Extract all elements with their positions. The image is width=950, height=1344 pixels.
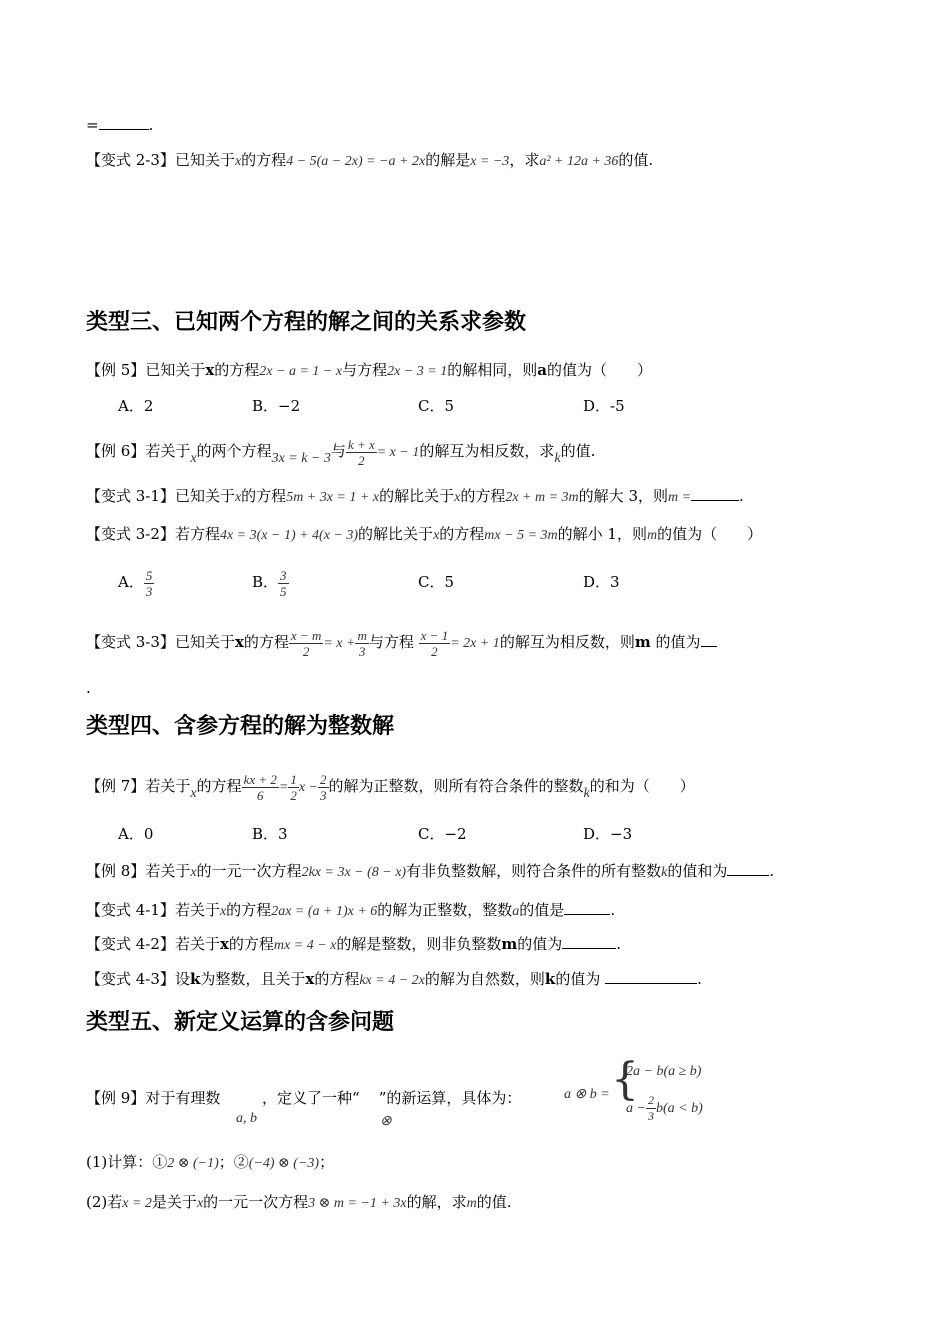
text: 若方程: [174, 525, 220, 543]
option-c[interactable]: C．−2: [418, 825, 467, 843]
text: 已知关于: [174, 487, 235, 505]
otimes-symbol: ⊗: [380, 1114, 392, 1129]
fraction: [144, 568, 155, 599]
option-label: A．: [118, 573, 144, 591]
text: 是关于: [151, 1193, 197, 1211]
example-7: [86, 766, 695, 814]
variant-4-3: [86, 969, 702, 991]
text: 的方程: [439, 525, 485, 543]
label: 【变式 3-1】: [86, 487, 175, 505]
text: 的值.: [618, 151, 654, 169]
text: 的解比关于: [358, 525, 434, 543]
text: 的值和为: [667, 862, 728, 880]
period: .: [616, 935, 622, 953]
var-x: x: [454, 490, 461, 505]
denominator: 6: [256, 787, 264, 803]
rhs: = 2x + 1: [450, 636, 500, 651]
equation-1: 2x − a = 1 − x: [259, 364, 343, 379]
case-1: 2a − b(a ≥ b): [626, 1064, 702, 1079]
text: 的解大 3，则: [578, 487, 668, 505]
text: 的方程: [228, 935, 274, 953]
numerator: m: [357, 627, 367, 643]
numerator: kx + 2: [243, 771, 277, 787]
option-label: B．: [252, 573, 279, 591]
question-2: [86, 1192, 512, 1214]
equation-2-rhs: = x − 1: [376, 445, 420, 460]
denominator: 2: [431, 643, 438, 659]
var-x: x: [234, 633, 244, 651]
label: 【例 9】: [86, 1089, 146, 1107]
label: 【变式 4-3】: [86, 970, 175, 988]
var-x: x: [196, 1196, 204, 1211]
denominator: 3: [145, 583, 153, 599]
option-a[interactable]: [118, 562, 154, 602]
variant-3-2: [86, 524, 762, 546]
prev-answer-line: [86, 115, 153, 135]
text: 的方程: [226, 901, 272, 919]
period: .: [610, 901, 616, 919]
var-k: k: [554, 451, 561, 466]
option-c[interactable]: C．5: [418, 397, 455, 415]
text: 的值.: [560, 442, 596, 460]
text: 的值为: [555, 970, 601, 988]
option-b[interactable]: [252, 562, 289, 602]
numerator: x − m: [290, 627, 322, 643]
text: 对于有理数: [145, 1089, 221, 1107]
text: 的值为: [655, 633, 701, 651]
answer-blank[interactable]: [564, 900, 610, 915]
text: 若关于: [145, 442, 191, 460]
label: 【变式 3-3】: [86, 633, 175, 651]
text: 若关于: [174, 935, 220, 953]
equation-1: 4x = 3(x − 1) + 4(x − 3): [219, 528, 359, 543]
answer-blank[interactable]: [691, 486, 739, 501]
text: 的值为: [517, 935, 563, 953]
text: 的一元一次方程: [196, 862, 302, 880]
operator: = x +: [323, 636, 356, 651]
var-x: x: [219, 935, 229, 953]
var-k: k: [189, 970, 201, 988]
fraction: [278, 568, 289, 599]
expression-1: x = 2: [122, 1196, 152, 1211]
denominator: 3: [358, 643, 366, 659]
text: (2)若: [86, 1193, 123, 1211]
fraction: [289, 628, 323, 659]
equation: 4 − 5(a − 2x) = −a + 2x: [286, 154, 426, 169]
equation: mx = 4 − x: [273, 938, 337, 953]
text: 的和为（ ）: [589, 777, 695, 795]
var-a: a: [537, 361, 547, 379]
expression-2: 3 ⊗ m = −1 + 3x: [308, 1196, 407, 1211]
text: 有非负整数解，则符合条件的所有整数: [406, 862, 662, 880]
label: 【例 6】: [86, 442, 146, 460]
expression: a² + 12a + 36: [539, 154, 619, 169]
brace: {: [611, 1054, 639, 1105]
case-2-b: b(a < b): [655, 1101, 703, 1116]
equation: 2ax = (a + 1)x + 6: [271, 904, 378, 919]
var-x: x: [190, 451, 197, 466]
option-a[interactable]: A．0: [118, 825, 154, 843]
var-m: m: [634, 633, 651, 651]
text: ”的新运算，具体为：: [378, 1089, 522, 1107]
label: 【变式 4-1】: [86, 901, 175, 919]
answer-blank[interactable]: [701, 632, 717, 647]
period: .: [769, 862, 775, 880]
text: ，求: [509, 151, 540, 169]
var-x: x: [219, 904, 227, 919]
fraction: [242, 772, 279, 803]
option-b[interactable]: B．3: [252, 825, 288, 843]
var-x: x: [433, 528, 440, 543]
text: 的解比关于: [379, 487, 455, 505]
period-line: .: [86, 679, 91, 697]
var-x: x: [190, 865, 197, 880]
var-m: m: [466, 1196, 477, 1211]
text: 的方程: [241, 151, 287, 169]
text: 的解为正整数，整数: [377, 901, 513, 919]
text: ；: [319, 1153, 335, 1171]
text: 若关于: [174, 901, 220, 919]
variant-3-1: [86, 486, 744, 508]
variant-4-1: [86, 900, 615, 922]
fraction: [646, 1093, 656, 1124]
text: 已知关于: [145, 361, 206, 379]
denominator: 2: [290, 787, 297, 803]
case-2-a: a −: [626, 1101, 646, 1116]
numerator: 5: [145, 567, 153, 583]
var-m: m =: [667, 490, 692, 505]
text: 的方程: [460, 487, 506, 505]
text: ；②: [218, 1153, 249, 1171]
numerator: 2: [320, 771, 327, 787]
var-a: a: [512, 904, 520, 919]
label: 【例 5】: [86, 361, 146, 379]
answer-blank[interactable]: [99, 115, 149, 130]
text: 的解小 1，则: [557, 525, 647, 543]
example-8: [86, 861, 774, 883]
fraction: [318, 772, 329, 803]
var-m: m: [501, 935, 518, 953]
text: 的解互为相反数，求: [419, 442, 555, 460]
option-b[interactable]: B．−2: [252, 397, 301, 415]
text: 设: [174, 970, 190, 988]
denominator: 2: [358, 452, 365, 468]
numerator: 3: [280, 567, 287, 583]
var-m: m: [646, 528, 658, 543]
var-x: x: [234, 154, 242, 169]
text: ，定义了一种“: [262, 1089, 360, 1107]
var-ab: a, b: [236, 1111, 257, 1126]
text: 的方程: [214, 361, 260, 379]
answer-blank[interactable]: [727, 861, 769, 876]
operator: x −: [298, 780, 318, 795]
equation: kx = 4 − 2x: [359, 973, 425, 988]
text: 的方程: [196, 777, 242, 795]
numerator: k + x: [347, 436, 375, 452]
answer-blank[interactable]: [605, 969, 697, 984]
text: 的解是: [425, 151, 471, 169]
text: 为整数，且关于: [200, 970, 306, 988]
var-k: k: [661, 865, 668, 880]
fraction: [419, 628, 451, 659]
var-x: x: [234, 490, 242, 505]
text: 的值.: [476, 1193, 512, 1211]
case-2: [626, 1090, 703, 1128]
text: 已知关于: [174, 633, 235, 651]
variant-3-3: [86, 622, 717, 664]
expression-2: (−4) ⊗ (−3): [248, 1156, 320, 1171]
label: 【变式 2-3】: [86, 151, 175, 169]
var-x: x: [205, 361, 215, 379]
text: 的解是整数，则非负整数: [336, 935, 502, 953]
equals: =: [278, 780, 289, 795]
period: .: [739, 487, 744, 505]
variant-2-3: [86, 150, 653, 172]
text: 的方程: [243, 633, 289, 651]
example-5: [86, 360, 652, 382]
numerator: x − 1: [420, 627, 449, 643]
option-d[interactable]: D．3: [583, 573, 620, 591]
option-a[interactable]: A．2: [118, 397, 154, 415]
text: 若关于: [145, 777, 191, 795]
text: 的值是: [519, 901, 565, 919]
denominator: 3: [320, 787, 327, 803]
label: 【例 7】: [86, 777, 146, 795]
var-k: k: [583, 786, 590, 801]
section-3-title: 类型三、已知两个方程的解之间的关系求参数: [86, 310, 527, 335]
label: 【例 8】: [86, 862, 146, 880]
example-9-mid: [262, 1088, 521, 1108]
text: 与方程: [342, 361, 388, 379]
period: .: [148, 116, 154, 134]
text: 的一元一次方程: [203, 1193, 309, 1211]
label: 【变式 3-2】: [86, 525, 175, 543]
equation-2: 2x − 3 = 1: [387, 364, 448, 379]
text: (1)计算：①: [86, 1153, 168, 1171]
equation-2: mx − 5 = 3m: [484, 528, 558, 543]
label: 【变式 4-2】: [86, 935, 175, 953]
eq-sign: =: [86, 116, 99, 134]
equation-2: 2x + m = 3m: [505, 490, 579, 505]
section-5-title: 类型五、新定义运算的含参问题: [86, 1010, 395, 1035]
var-x: x: [305, 970, 315, 988]
text: 与方程: [368, 633, 414, 651]
text: 的值为（ ）: [657, 525, 763, 543]
text: 的解为正整数，则所有符合条件的整数: [328, 777, 584, 795]
option-c[interactable]: C．5: [418, 573, 455, 591]
text: 的解互为相反数，则: [499, 633, 635, 651]
example-6: [86, 434, 595, 476]
text: 的解为自然数，则: [424, 970, 545, 988]
text: 的解相同，则: [447, 361, 538, 379]
text: 的方程: [241, 487, 287, 505]
expression-1: 2 ⊗ (−1): [167, 1156, 219, 1171]
text: 与: [330, 442, 346, 460]
option-d[interactable]: D．−3: [583, 825, 633, 843]
equation: 2kx = 3x − (8 − x): [301, 865, 407, 880]
definition-lhs: a ⊗ b =: [564, 1087, 610, 1102]
text: 若关于: [145, 862, 191, 880]
answer-blank[interactable]: [562, 934, 616, 949]
denominator: 3: [647, 1109, 654, 1124]
fraction: [355, 628, 368, 659]
text: 的两个方程: [196, 442, 272, 460]
denominator: 2: [302, 643, 310, 659]
text: 已知关于: [174, 151, 235, 169]
equation-1: 5m + 3x = 1 + x: [286, 490, 380, 505]
section-4-title: 类型四、含参方程的解为整数解: [86, 714, 395, 739]
solution: x = −3: [470, 154, 510, 169]
option-d[interactable]: D．-5: [583, 397, 625, 415]
variant-4-2: [86, 934, 621, 956]
fraction: [346, 437, 377, 468]
equation-1: 3x = k − 3: [271, 451, 331, 466]
text: 的方程: [314, 970, 360, 988]
example-9: [86, 1088, 220, 1108]
denominator: 5: [280, 583, 287, 599]
question-1: [86, 1152, 334, 1174]
fraction: [288, 772, 299, 803]
numerator: 1: [290, 771, 297, 787]
var-x: x: [190, 786, 197, 801]
numerator: 2: [647, 1093, 654, 1108]
period: .: [697, 970, 702, 988]
var-k: k: [544, 970, 556, 988]
text: 的解，求: [406, 1193, 467, 1211]
text: 的值为（ ）: [546, 361, 652, 379]
